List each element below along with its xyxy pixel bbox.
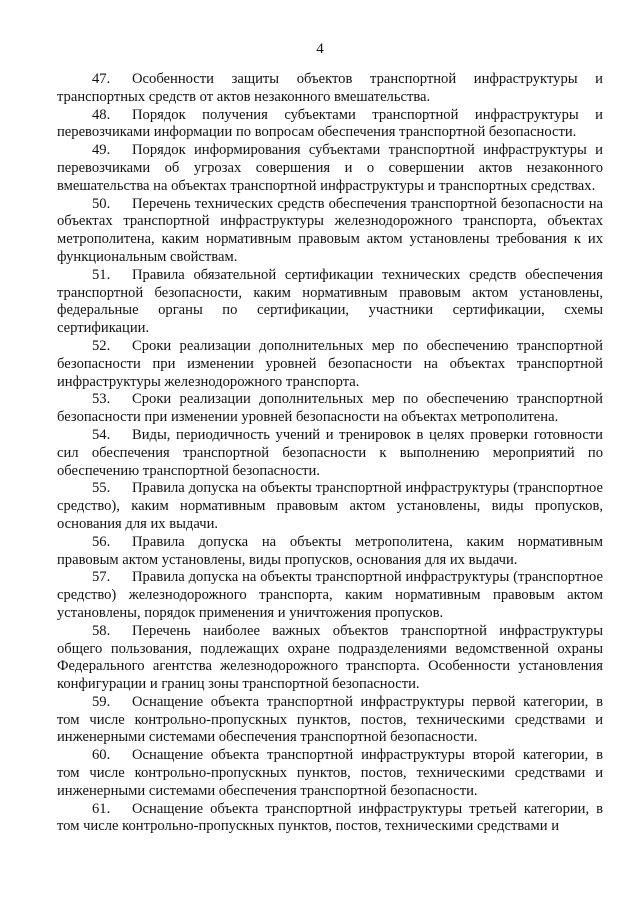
item-text: Порядок получения субъектами транспортной инфраструктуры и перевозчиками информации по вопросам обеспечения транспортной безопасности.	[57, 106, 603, 141]
list-item-54	[57, 427, 603, 480]
item-number: 47.	[92, 71, 111, 87]
list-item-57	[57, 569, 603, 622]
item-number: 50.	[92, 195, 111, 212]
list-item-53	[57, 391, 603, 427]
item-number: 52.	[92, 337, 111, 354]
item-text: Оснащение объекта транспортной инфраструктуры второй категории, в том числе контрольно-пропускных пунктов, постов, техническими средствами и инженерными системами обеспечения транспортной безопасности.	[57, 747, 603, 799]
list-item-50	[57, 196, 603, 267]
item-text: Правила допуска на объекты транспортной инфраструктуры (транспортное средство) железнодорожного транспорта, каким нормативным правовым актом установлены, порядок применения и уничтожения пропусков.	[57, 569, 603, 621]
list-item-55	[57, 480, 603, 533]
list-item-59	[57, 694, 603, 747]
item-number: 59.	[92, 693, 111, 710]
page-number: 4	[316, 41, 324, 57]
list-item-48	[57, 107, 603, 143]
item-number: 61.	[92, 800, 111, 817]
item-text: Порядок информирования субъектами транспортной инфраструктуры и перевозчиками об угрозах совершения и о совершении актов незаконного вмешательства на объектах транспортной инфраструктуры и транспортных средствах.	[57, 142, 603, 194]
item-number: 60.	[92, 747, 111, 764]
item-text: Оснащение объекта транспортной инфраструктуры первой категории, в том числе контрольно-пропускных пунктов, постов, техническими средствами и инженерными системами обеспечения транспортной безопасности.	[57, 693, 603, 746]
item-text: Правила допуска на объекты метрополитена, каким нормативным правовым актом установлены, виды пропусков, основания для их выдачи.	[57, 533, 603, 568]
item-text: Перечень технических средств обеспечения транспортной безопасности на объектах транспортной инфраструктуры железнодорожного транспорта, объектах метрополитена, каким нормативным правовым актом установлены требования к их функциональным свойствам.	[57, 195, 603, 265]
item-number: 54.	[92, 426, 111, 443]
list-item-51	[57, 267, 603, 338]
item-text: Особенности защиты объектов транспортной инфраструктуры и транспортных средств от актов незаконного вмешательства.	[57, 71, 603, 105]
item-number: 57.	[92, 569, 111, 586]
item-text: Перечень наиболее важных объектов транспортной инфраструктуры общего пользования, подлежащих охране подразделениями ведомственной охраны Федерального агентства железнодорожного транспорта. Особенности установления конфигурации и границ зоны транспортной безопасности.	[57, 622, 603, 693]
item-number: 55.	[92, 480, 111, 497]
item-text: Правила допуска на объекты транспортной инфраструктуры (транспортное средство), каким нормативным правовым актом установлены, виды пропусков, основания для их выдачи.	[57, 480, 603, 532]
item-text: Виды, периодичность учений и тренировок в целях проверки готовности сил обеспечения транспортной безопасности к выполнению мероприятий по обеспечению транспортной безопасности.	[57, 426, 603, 479]
list-item-52	[57, 338, 603, 391]
list-item-49	[57, 142, 603, 195]
item-number: 49.	[92, 142, 111, 159]
item-number: 51.	[92, 266, 111, 283]
document-body	[57, 71, 603, 836]
item-number: 56.	[92, 533, 111, 550]
list-item-60	[57, 747, 603, 800]
item-text: Правила обязательной сертификации технических средств обеспечения транспортной безопасности, каким нормативным правовым актом установлены, федеральные органы по сертификации, участники сертификации, схемы сертификации.	[57, 266, 603, 337]
item-text: Сроки реализации дополнительных мер по обеспечению транспортной безопасности при изменении уровней безопасности на объектах метрополитена.	[57, 391, 603, 426]
item-number: 53.	[92, 391, 111, 408]
item-number: 58.	[92, 622, 111, 639]
list-item-47	[57, 71, 603, 107]
list-item-58	[57, 623, 603, 694]
item-number: 48.	[92, 106, 111, 123]
item-text: Сроки реализации дополнительных мер по обеспечению транспортной безопасности при изменении уровней безопасности на объектах транспортной инфраструктуры железнодорожного транспорта.	[57, 337, 603, 390]
item-text: Оснащение объекта транспортной инфраструктуры третьей категории, в том числе контрольно-пропускных пунктов, постов, техническими средствами и	[57, 800, 603, 835]
list-item-61	[57, 801, 603, 837]
list-item-56	[57, 534, 603, 570]
